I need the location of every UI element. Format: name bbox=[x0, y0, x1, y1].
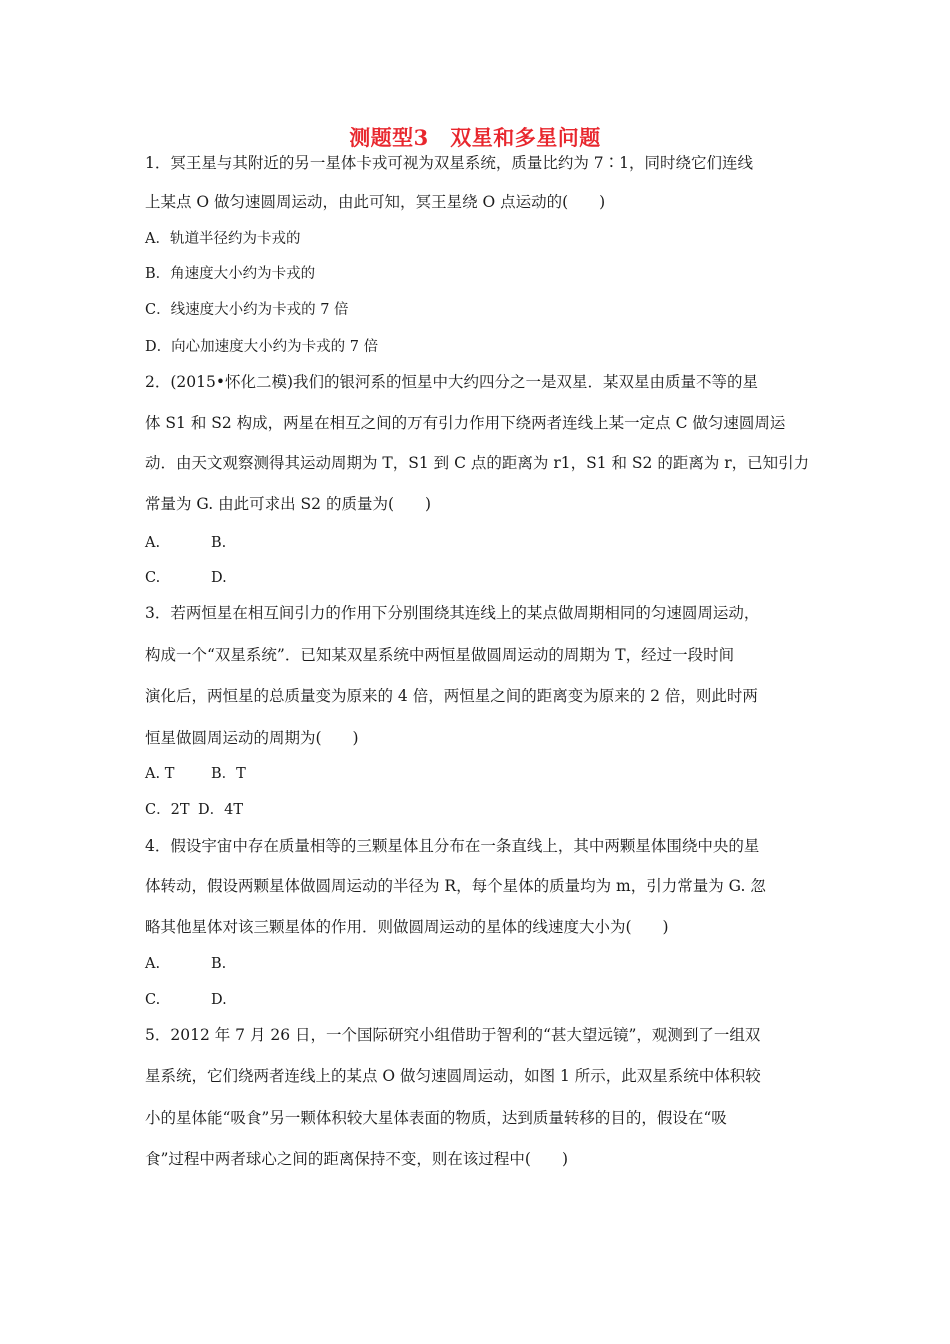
q3-option-c: C．2T bbox=[145, 802, 190, 818]
q3-option-a: A. T bbox=[145, 766, 175, 782]
q3-options-cd bbox=[145, 800, 810, 820]
q1-option-b: B．角速度大小约为卡戎的 bbox=[145, 266, 316, 282]
q3-line-4: 恒星做圆周运动的周期为( ) bbox=[145, 729, 359, 747]
q1-option-a: A．轨道半径约为卡戎的 bbox=[145, 231, 301, 247]
q4-options-cd bbox=[145, 990, 810, 1010]
q3-option-b: B．T bbox=[211, 766, 246, 782]
q4-options-ab bbox=[145, 954, 810, 974]
q4-option-d: D. bbox=[211, 992, 227, 1008]
q5-line-4: 食”过程中两者球心之间的距离保持不变，则在该过程中( ) bbox=[145, 1150, 569, 1168]
q4-option-b: B. bbox=[211, 956, 227, 972]
q2-line-2: 体 S1 和 S2 构成，两星在相互之间的万有引力作用下绕两者连线上某一定点 C 做匀速圆周运 bbox=[145, 414, 786, 432]
q1-option-d: D．向心加速度大小约为卡戎的 7 倍 bbox=[145, 339, 379, 355]
q4-line-1: 4．假设宇宙中存在质量相等的三颗星体且分布在一条直线上，其中两颗星体围绕中央的星 bbox=[145, 837, 760, 855]
q1-line-2: 上某点 O 做匀速圆周运动，由此可知，冥王星绕 O 点运动的( ) bbox=[145, 193, 606, 211]
q3-options-ab bbox=[145, 764, 810, 784]
q4-line-3: 略其他星体对该三颗星体的作用．则做圆周运动的星体的线速度大小为( ) bbox=[145, 918, 669, 936]
page-title: 测题型3 双星和多星问题 bbox=[349, 125, 601, 150]
q2-line-3: 动．由天文观察测得其运动周期为 T，S1 到 C 点的距离为 r1，S1 和 S2 的距离为 r，已知引力 bbox=[145, 454, 810, 472]
q2-option-c: C. bbox=[145, 570, 161, 586]
q3-option-d: D．4T bbox=[198, 802, 244, 818]
q2-option-a: A. bbox=[145, 535, 161, 551]
q4-line-2: 体转动，假设两颗星体做圆周运动的半径为 R，每个星体的质量均为 m，引力常量为 G. 忽 bbox=[145, 877, 766, 895]
q5-line-2: 星系统，它们绕两者连线上的某点 O 做匀速圆周运动，如图 1 所示，此双星系统中体积较 bbox=[145, 1067, 761, 1085]
q5-line-1: 5．2012 年 7 月 26 日，一个国际研究小组借助于智利的“甚大望远镜”，观测到了一组双 bbox=[145, 1026, 761, 1044]
q3-line-3: 演化后，两恒星的总质量变为原来的 4 倍，两恒星之间的距离变为原来的 2 倍，则此时两 bbox=[145, 687, 758, 705]
q5-line-3: 小的星体能“吸食”另一颗体积较大星体表面的物质，达到质量转移的目的，假设在“吸 bbox=[145, 1109, 727, 1127]
q2-line-1: 2．(2015•怀化二模)我们的银河系的恒星中大约四分之一是双星．某双星由质量不等的星 bbox=[145, 373, 759, 391]
q2-option-d: D. bbox=[211, 570, 227, 586]
q1-line-1: 1．冥王星与其附近的另一星体卡戎可视为双星系统，质量比约为 7∶1，同时绕它们连线 bbox=[145, 154, 754, 172]
q2-option-b: B. bbox=[211, 535, 227, 551]
q3-line-2: 构成一个“双星系统”．已知某双星系统中两恒星做圆周运动的周期为 T，经过一段时间 bbox=[145, 646, 735, 664]
q2-line-4: 常量为 G. 由此可求出 S2 的质量为( ) bbox=[145, 495, 432, 513]
q2-options-ab bbox=[145, 533, 810, 553]
q4-option-c: C. bbox=[145, 992, 161, 1008]
q2-options-cd bbox=[145, 568, 810, 588]
q4-option-a: A. bbox=[145, 956, 161, 972]
q1-option-c: C．线速度大小约为卡戎的 7 倍 bbox=[145, 302, 349, 318]
q3-line-1: 3．若两恒星在相互间引力的作用下分别围绕其连线上的某点做周期相同的匀速圆周运动， bbox=[145, 604, 760, 622]
